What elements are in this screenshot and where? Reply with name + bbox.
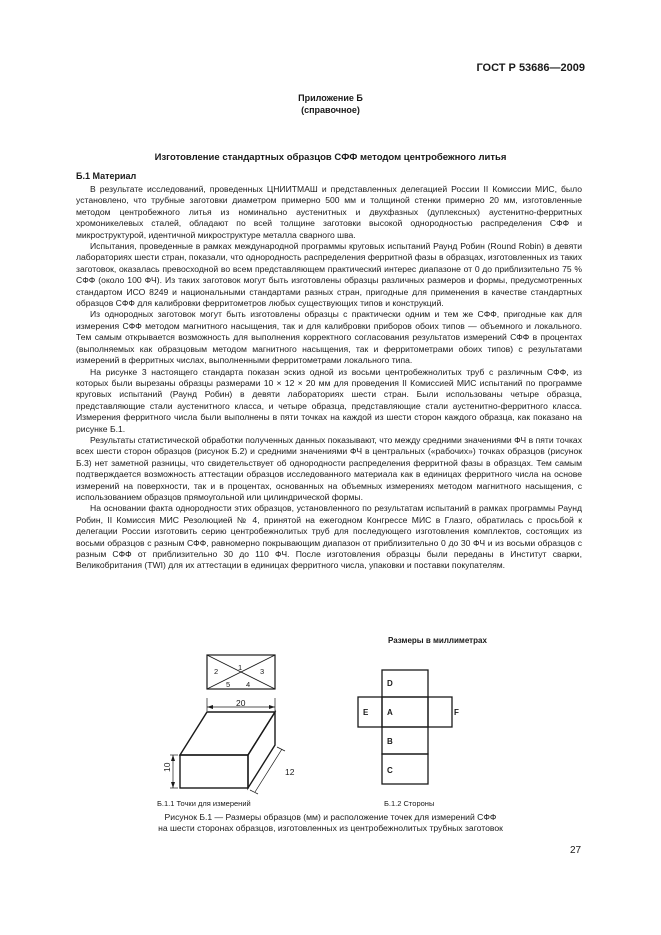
sides-net xyxy=(358,670,459,784)
caption-line: Рисунок Б.1 — Размеры образцов (мм) и расположение точек для измерений СФФ xyxy=(164,812,497,822)
side-label: C xyxy=(387,766,393,775)
side-label: D xyxy=(387,679,393,688)
standard-number: ГОСТ Р 53686—2009 xyxy=(476,62,585,74)
paragraph: Испытания, проведенные в рамках международной программы круговых испытаний Раунд Робин (Round Robin) в девяти лабораториях шести стран, показали, что однородность распределения ферритной фазы в образцах, изготовленных из таких заготовок, оказалась превосходной во всем представляющем практический интерес диапазоне от 0 до приблизительно 75 % СФФ (около 100 ФЧ). Из таких заготовок могут быть изготовлены образцы различных размеров и формы, предусмотренных стандартом ИСО 8249 и национальными стандартами разных стран, пригодные для применения в качестве стандартных образцов СФФ для калибровки ферритометров любых существующих типов и конструкций. xyxy=(76,241,582,309)
subfigure-caption-points: Б.1.1 Точки для измерений xyxy=(157,799,251,808)
point-label: 4 xyxy=(246,680,251,689)
figure-caption xyxy=(0,812,661,834)
dimension-width: 20 xyxy=(236,698,246,708)
caption-line: на шести сторонах образцов, изготовленных из центробежнолитых трубных заготовок xyxy=(158,823,503,833)
body-text xyxy=(76,184,582,572)
figure-units-note: Размеры в миллиметрах xyxy=(388,636,487,645)
figure-drawing xyxy=(0,640,661,810)
paragraph: Из однородных заготовок могут быть изготовлены образцы с практически одним и тем же СФФ, пригодные как для измерения СФФ методом магнитного насыщения, так и для калибровки приборов обоих типов — объемного и локального. Тем самым открывается возможность для выполнения корректного согласования результатов измерений СФФ в процентах (выполняемых как образцовым методом магнитного насыщения, так и ферритометрами обоих типов) с результатами измерений в ферритных числах, выполненными ферритометрами локального типа. xyxy=(76,309,582,366)
paragraph: На основании факта однородности этих образцов, установленного по результатам испытаний в рамках программы Раунд Робин, II Комиссия МИС Резолюцией № 4, принятой на ежегодном Конгрессе МИС в Глазго, обратилась с просьбой к делегации России изготовить серию центробежнолитых труб для последующего изготовления комплектов, состоящих из восьми образцов с разным СФФ, равномерно покрывающим диапазон от приблизительно 0 до 30 ФЧ и из восьми образцов с разным СФФ от приблизительно 30 до 110 ФЧ. После изготовления образцы были переданы в Институт сварки, Великобритания (TWI) для их аттестации в единицах ферритного числа, упаковки и поставки покупателям. xyxy=(76,503,582,571)
page-number: 27 xyxy=(570,845,582,856)
subsection-heading: Б.1 Материал xyxy=(76,171,137,181)
annex-title: Приложение Б xyxy=(298,93,363,103)
side-label: F xyxy=(454,708,459,717)
side-label: A xyxy=(387,708,393,717)
subfigure-caption-sides: Б.1.2 Стороны xyxy=(384,799,435,808)
paragraph: Результаты статистической обработки полученных данных показывают, что между средними значениями ФЧ в пяти точках всех шести сторон образцов (рисунок Б.2) и средними значениями ФЧ в центральных («рабочих») точках образцов (рисунок Б.3) нет заметной разницы, что свидетельствует об однородности распределения ферритной фазы в образцах. Тем самым подтверждается возможность аттестации образцов исследованного материала как в единицах ферритного числа на основе измерений на поверхности, так и в процентах, основанных на объемных измерениях методом магнитного насыщения, с использованием образцов прямоугольной или цилиндрической формы. xyxy=(76,434,582,502)
annex-note: (справочное) xyxy=(301,105,360,115)
section-title: Изготовление стандартных образцов СФФ методом центробежного литья xyxy=(154,152,507,163)
side-label: B xyxy=(387,737,393,746)
point-label: 5 xyxy=(226,680,231,689)
dimension-height: 10 xyxy=(162,762,172,772)
paragraph: На рисунке 3 настоящего стандарта показан эскиз одной из восьми центробежнолитых труб с различным СФФ, из которых были вырезаны образцы размерами 10 × 12 × 20 мм для проведения II Комиссией МИС испытаний по программе круговых испытаний (Раунд Робин) в девяти лабораториях шести стран. Были использованы четыре образца, представляющие стали аустенитного класса, и четыре образца, представляющие стали аустенитно-ферритного класса. Измерения ферритного числа были выполнены в пяти точках на каждой из шести сторон каждого образца, как показано на рисунке Б.1. xyxy=(76,366,582,434)
sample-box xyxy=(162,698,295,794)
points-diagram xyxy=(207,655,275,689)
point-label: 3 xyxy=(260,667,265,676)
dimension-depth: 12 xyxy=(285,767,295,777)
side-label: E xyxy=(363,708,369,717)
paragraph: В результате исследований, проведенных ЦНИИТМАШ и представленных делегацией России II Комиссии МИС, было установлено, что трубные заготовки диаметром примерно 500 мм и толщиной стенки примерно 20 мм, изготовленные методом центробежного литья из номинально аустенитных и двухфазных (дуплексных) аустенитно-ферритных хромоникелевых сталей, обладают по всей толщине заготовки высокой однородностью распределения СФФ и микроструктурой, идентичной микроструктуре металла сварного шва. xyxy=(76,184,582,240)
point-label: 2 xyxy=(214,667,219,676)
point-label: 1 xyxy=(238,663,243,672)
